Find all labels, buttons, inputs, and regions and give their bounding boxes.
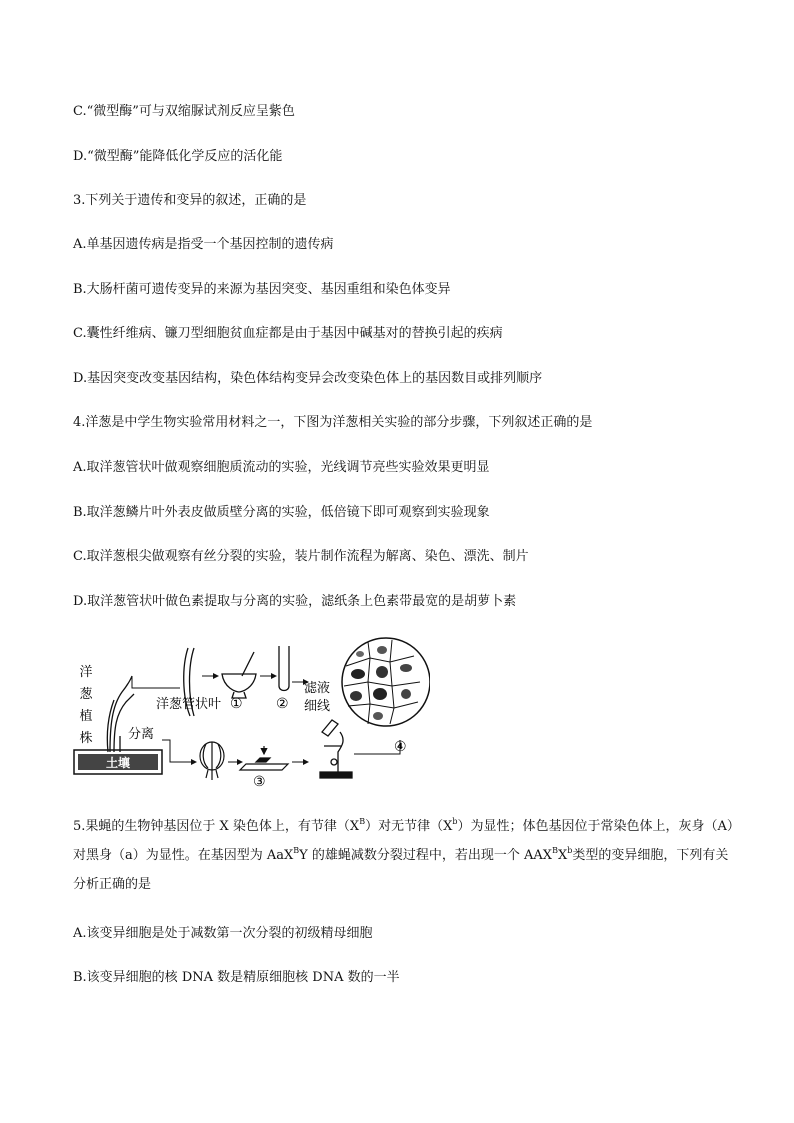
option-b-q5: B.该变异细胞的核 DNA 数是精原细胞核 DNA 数的一半 bbox=[73, 970, 400, 985]
plant-label-2: 葱 bbox=[79, 687, 93, 702]
option-a-q4: A.取洋葱管状叶做观察细胞质流动的实验，光线调节亮些实验效果更明显 bbox=[73, 460, 490, 475]
q5-part6: 类型的变异细胞，下列有关分析正确的是 bbox=[73, 848, 729, 892]
mortar-icon bbox=[222, 652, 256, 698]
slide-icon bbox=[240, 746, 288, 770]
question-4: 4.洋葱是中学生物实验常用材料之一，下图为洋葱相关实验的部分步骤，下列叙述正确的是 bbox=[73, 415, 593, 430]
question-3: 3.下列关于遗传和变异的叙述，正确的是 bbox=[73, 193, 307, 208]
separate-label: 分离 bbox=[128, 727, 155, 742]
microscope-icon bbox=[320, 720, 352, 778]
q5-sup1: B bbox=[359, 816, 366, 826]
question-5 bbox=[73, 812, 741, 899]
soil-label: 土壤 bbox=[105, 756, 131, 770]
option-c-q3: C.囊性纤维病、镰刀型细胞贫血症都是由于基因中碱基对的替换引起的疾病 bbox=[73, 326, 503, 341]
step-3: ③ bbox=[253, 774, 266, 790]
plant-label-4: 株 bbox=[79, 731, 93, 746]
q5-part1: 5.果蝇的生物钟基因位于 X 染色体上，有节律（X bbox=[73, 819, 360, 834]
option-c-q2: C.“微型酶”可与双缩脲试剂反应呈紫色 bbox=[73, 104, 295, 119]
arrow-to-leaf bbox=[132, 676, 180, 688]
arrow-to-bulb bbox=[162, 740, 196, 762]
q5-part3: ）为显性；体色基因位于常染色体上，灰身（A）对黑身（a）为显性。在基因型为 AaX bbox=[73, 819, 740, 863]
step-4: ④ bbox=[394, 739, 407, 755]
q5-sup4: B bbox=[552, 845, 558, 855]
plant-label-3: 植 bbox=[79, 709, 93, 724]
plant-label-1: 洋 bbox=[79, 665, 93, 680]
q5-part2: ）对无节律（X bbox=[365, 819, 453, 834]
q5-sup2: b bbox=[452, 816, 458, 826]
thin-line-label: 细线 bbox=[304, 699, 331, 714]
onion-experiment-diagram bbox=[70, 636, 430, 796]
q5-part5: X bbox=[557, 848, 568, 863]
option-b-q3: B.大肠杆菌可遗传变异的来源为基因突变、基因重组和染色体变异 bbox=[73, 282, 451, 297]
option-b-q4: B.取洋葱鳞片叶外表皮做质壁分离的实验，低倍镜下即可观察到实验现象 bbox=[73, 505, 490, 520]
q5-sup3: B bbox=[293, 845, 300, 855]
option-d-q4: D.取洋葱管状叶做色素提取与分离的实验，滤纸条上色素带最宽的是胡萝卜素 bbox=[73, 594, 517, 609]
test-tube-icon bbox=[279, 646, 289, 691]
q5-sup5: b bbox=[567, 845, 573, 855]
option-a-q3: A.单基因遗传病是指受一个基因控制的遗传病 bbox=[73, 237, 334, 252]
option-d-q3: D.基因突变改变基因结构，染色体结构变异会改变染色体上的基因数目或排列顺序 bbox=[73, 371, 543, 386]
leaf-label: 洋葱管状叶 bbox=[156, 697, 222, 712]
option-d-q2: D.“微型酶”能降低化学反应的活化能 bbox=[73, 149, 283, 164]
option-a-q5: A.该变异细胞是处于减数第一次分裂的初级精母细胞 bbox=[73, 926, 373, 941]
filtrate-label: 滤液 bbox=[304, 681, 331, 696]
onion-bulb-icon bbox=[200, 742, 224, 780]
option-c-q4: C.取洋葱根尖做观察有丝分裂的实验，装片制作流程为解离、染色、漂洗、制片 bbox=[73, 549, 529, 564]
q5-part4: Y 的雄蝇减数分裂过程中，若出现一个 AAX bbox=[299, 848, 553, 863]
cell-view-circle bbox=[342, 638, 430, 726]
step-1: ① bbox=[230, 696, 243, 712]
step-2: ② bbox=[276, 696, 289, 712]
